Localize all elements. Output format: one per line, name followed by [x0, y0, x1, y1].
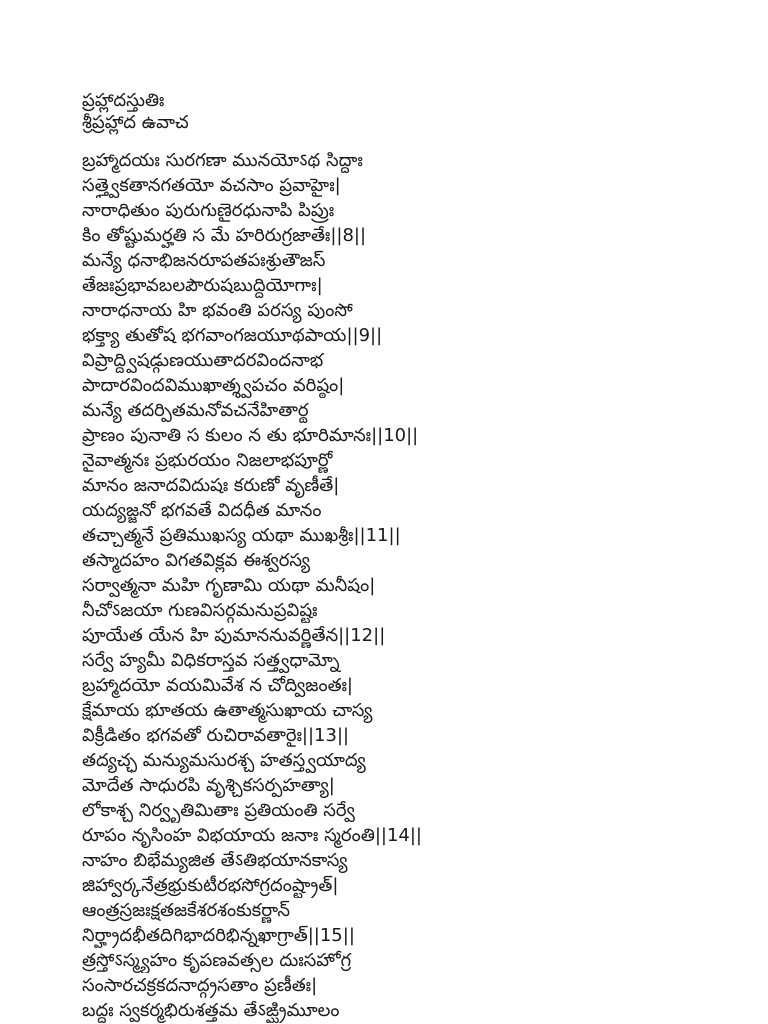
verse-line: త్రస్తోऽస్మ్యహం కృపణవత్సల దుఃసహోగ్ర — [82, 950, 352, 971]
verse-line: నిర్హ్రాదభీతదిగిభాదరిభిన్నఖాగ్రాత్||15|| — [82, 925, 355, 946]
verse-line: నారాధనాయ హి భవంతి పరస్య పుంసో — [82, 300, 353, 321]
document-title: ప్రహ్లాదస్తుతిః — [82, 90, 165, 111]
verse-line: తేజఃప్రభావబలపౌరుషబుద్ధియోగాః| — [82, 275, 323, 296]
speaker-line: శ్రీప్రహ్లాద ఉవాచ — [82, 112, 189, 133]
verse-line: మానం జనాదవిదుషః కరుణో వృణీతే| — [82, 475, 340, 496]
verse-line: తద్యచ్ఛ మన్యుమసురశ్చ హతస్త్వయాద్య — [82, 750, 366, 771]
verse-line: బద్ధః స్వకర్మభిరుశత్తమ తేऽఙ్ఘ్రిమూలం — [82, 1000, 340, 1021]
verse-line: తచ్చాత్మనే ప్రతిముఖస్య యథా ముఖశ్రీః||11|| — [82, 525, 401, 546]
verse-line: బ్రహ్మాదయో వయమివేశ న చోద్విజంతః| — [82, 675, 353, 696]
verse-text — [82, 148, 722, 1023]
verse-line: లోకాశ్చ నిర్వృతిమితాః ప్రతియంతి సర్వే — [82, 800, 355, 821]
verse-line: క్షేమాయ భూతయ ఉతాత్మసుఖాయ చాస్య — [82, 700, 373, 721]
document-page — [82, 90, 722, 1021]
verse-line: నైవాత్మనః ప్రభురయం నిజలాభపూర్ణో — [82, 450, 333, 471]
verse-line: నారాధితుం పురుగుణైరధునాపి పిప్రుః — [82, 200, 335, 221]
verse-line: ఆంత్రస్రజఃక్షతజకేశరశంకుకర్ణాన్ — [82, 900, 291, 921]
verse-line: జిహ్వార్కనేత్రభ్రుకుటీరభసోగ్రదంష్ట్రాత్| — [82, 875, 339, 896]
verse-line: సంసారచక్రకదనాద్గ్రసతాం ప్రణీతః| — [82, 975, 318, 996]
verse-line: మన్యే ధనాభిజనరూపతపఃశ్రుతౌజస్ — [82, 250, 326, 271]
verse-line: మన్యే తదర్పితమనోవచనేహితార్థ — [82, 400, 309, 421]
verse-line: మోదేత సాధురపి వృశ్చికసర్పహత్యా| — [82, 775, 335, 796]
verse-line: భక్త్యా తుతోష భగవాంగజయూథపాయ||9|| — [82, 325, 383, 346]
verse-line: పూయేత యేన హి పుమాననువర్ణితేన||12|| — [82, 625, 386, 646]
verse-line: సర్వే హ్యమీ విధికరాస్తవ సత్త్వధామ్నో — [82, 650, 340, 671]
verse-line: పాదారవిందవిముఖాత్శ్వపచం వరిష్ఠం| — [82, 375, 345, 396]
verse-line: కిం తోష్టుమర్హతి స మే హరిరుగ్రజాతేః||8|| — [82, 225, 367, 246]
verse-line: విప్రాద్ద్విషడ్గుణయుతాదరవిందనాభ — [82, 350, 324, 371]
document-heading — [82, 90, 722, 134]
verse-line: యద్యజ్జనో భగవతే విదధీత మానం — [82, 500, 322, 521]
verse-line: నీచోऽజయా గుణవిసర్గమనుప్రవిష్టః — [82, 600, 318, 621]
verse-line: ప్రాణం పునాతి స కులం న తు భూరిమానః||10|| — [82, 425, 419, 446]
verse-line: రూపం నృసింహ విభయాయ జనాః స్మరంతి||14|| — [82, 825, 422, 846]
verse-line: తస్మాదహం విగతవిక్లవ ఈశ్వరస్య — [82, 550, 311, 571]
verse-line: సర్వాత్మనా మహి గృణామి యథా మనీషం| — [82, 575, 376, 596]
verse-line: బ్రహ్మాదయః సురగణా మునయోऽథ సిద్ధాః — [82, 150, 363, 171]
verse-line: నాహం బిభేమ్యజిత తేऽతిభయానకాస్య — [82, 850, 348, 871]
verse-line: సత్త్వైకతానగతయో వచసాం ప్రవాహైః| — [82, 175, 341, 196]
verse-line: విక్రీడితం భగవతో రుచిరావతారైః||13|| — [82, 725, 350, 746]
